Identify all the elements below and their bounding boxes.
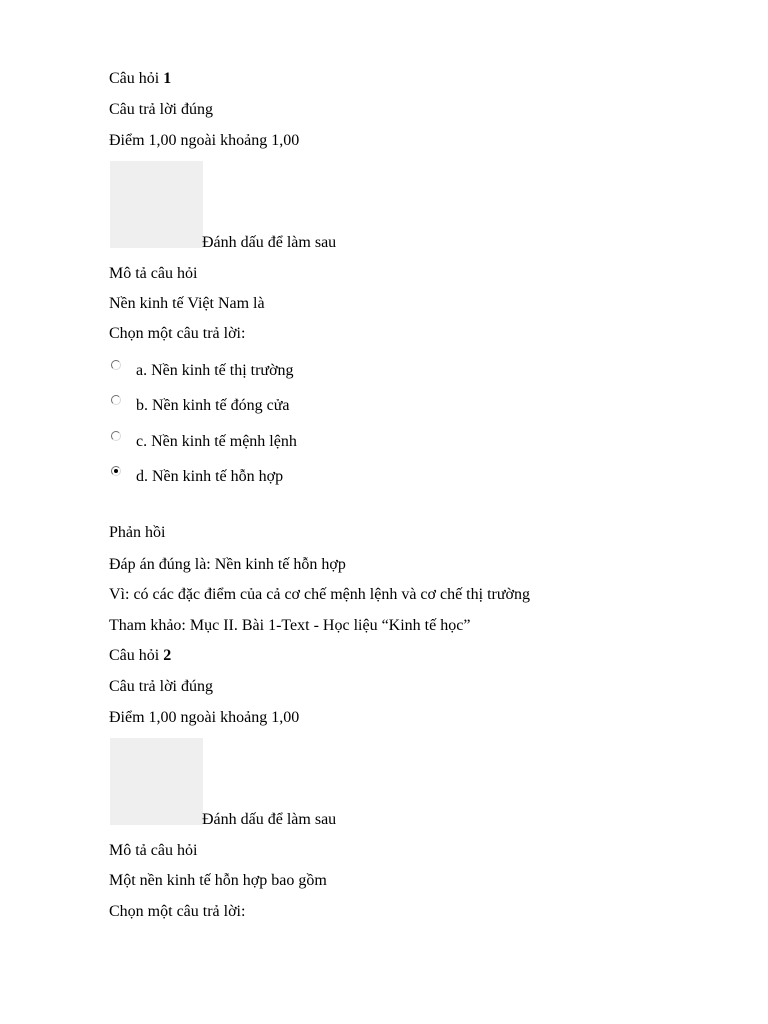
option-c-label: c. Nền kinh tế mệnh lệnh xyxy=(136,433,297,450)
question-1-description-heading: Mô tả câu hỏi xyxy=(109,265,198,282)
option-a-label: a. Nền kinh tế thị trường xyxy=(136,362,294,379)
question-1-text: Nền kinh tế Việt Nam là xyxy=(109,295,265,312)
question-2-label: Câu hỏi xyxy=(109,647,160,664)
question-2-flag-image[interactable] xyxy=(110,738,203,825)
option-a-radio[interactable] xyxy=(111,360,121,370)
option-d-label: d. Nền kinh tế hỗn hợp xyxy=(136,468,284,485)
question-2-number: 2 xyxy=(163,647,172,664)
feedback-heading: Phản hồi xyxy=(109,524,166,541)
question-2-grade: Điểm 1,00 ngoài khoảng 1,00 xyxy=(109,709,300,726)
option-c-radio[interactable] xyxy=(111,431,121,441)
question-1-status: Câu trả lời đúng xyxy=(109,101,213,118)
question-1-flag-image[interactable] xyxy=(110,161,203,248)
feedback-reference: Tham khảo: Mục II. Bài 1-Text - Học liệu “Kinh tế học” xyxy=(109,617,471,634)
option-d-radio-selected[interactable] xyxy=(111,466,121,476)
question-2-header xyxy=(109,646,171,666)
question-1-grade: Điểm 1,00 ngoài khoảng 1,00 xyxy=(109,132,300,149)
option-b-label: b. Nền kinh tế đóng cửa xyxy=(136,397,290,414)
option-b-radio[interactable] xyxy=(111,395,121,405)
question-1-flag-label[interactable]: Đánh dấu để làm sau xyxy=(202,234,337,251)
question-2-flag-label[interactable]: Đánh dấu để làm sau xyxy=(202,811,337,828)
question-2-status: Câu trả lời đúng xyxy=(109,678,213,695)
question-2-text: Một nền kinh tế hỗn hợp bao gồm xyxy=(109,872,327,889)
question-2-prompt: Chọn một câu trả lời: xyxy=(109,903,246,920)
question-1-label: Câu hỏi xyxy=(109,70,160,87)
feedback-correct-answer: Đáp án đúng là: Nền kinh tế hỗn hợp xyxy=(109,556,346,573)
feedback-reason: Vì: có các đặc điểm của cả cơ chế mệnh lệnh và cơ chế thị trường xyxy=(109,586,530,603)
question-2-description-heading: Mô tả câu hỏi xyxy=(109,842,198,859)
question-1-header xyxy=(109,69,171,89)
question-1-prompt: Chọn một câu trả lời: xyxy=(109,325,246,342)
question-1-number: 1 xyxy=(163,70,172,87)
